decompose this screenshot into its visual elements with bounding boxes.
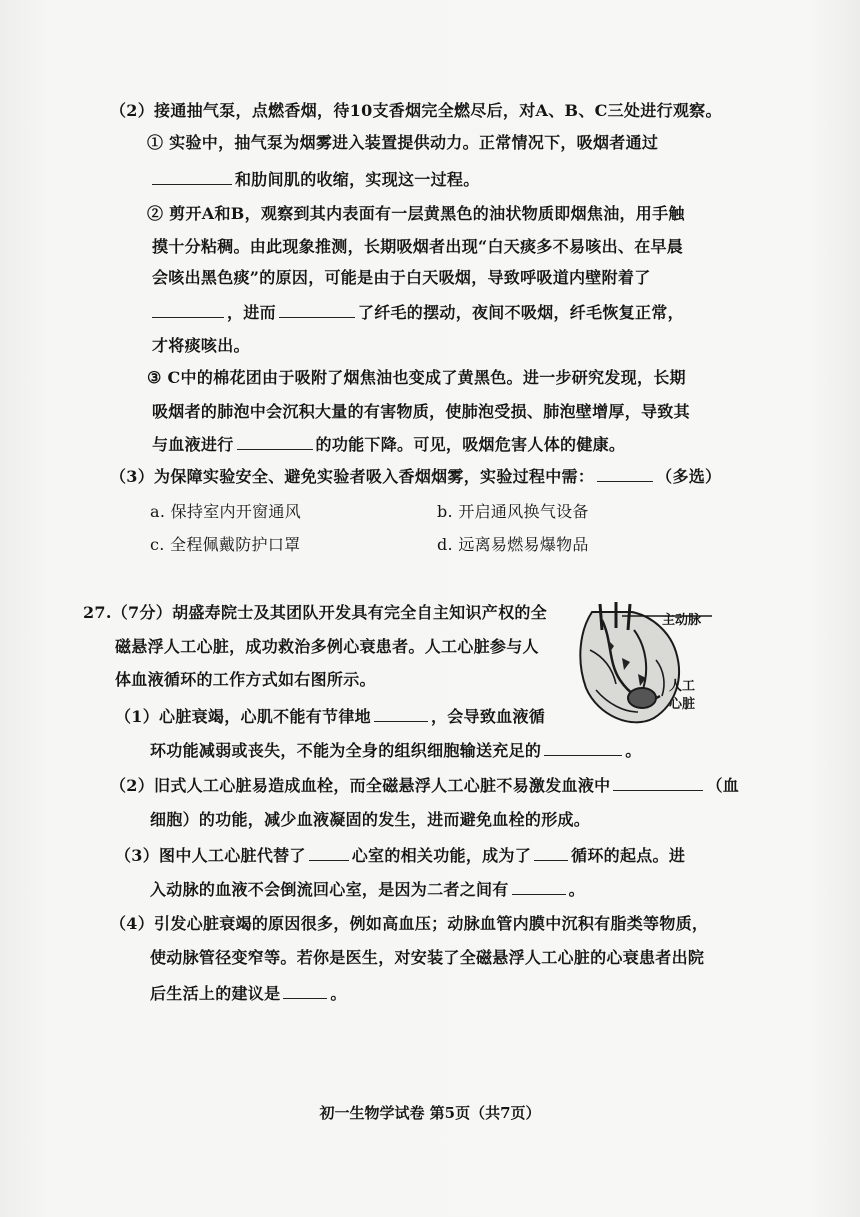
q26-part2-item2-line2: 摸十分粘稠。由此现象推测，长期吸烟者出现“白天痰多不易咳出、在早晨 (152, 237, 684, 256)
figure-label-heart-line1: 人工 (669, 679, 696, 694)
q27-part3-line1 (115, 846, 685, 866)
q27-intro-line1: 27.（7分）胡盛寿院士及其团队开发具有完全自主知识产权的全 (83, 603, 547, 622)
text: 后生活上的建议是 (150, 984, 281, 1003)
q27-part3-line2 (150, 880, 585, 900)
text: ，会导致血液循 (430, 707, 546, 726)
answer-blank[interactable] (544, 741, 622, 756)
q26-part2-item3-line2: 吸烟者的肺泡中会沉积大量的有害物质，使肺泡受损、肺泡壁增厚，导致其 (152, 402, 690, 421)
q27-part4-line2: 使动脉管径变窄等。若你是医生，对安装了全磁悬浮人工心脏的心衰患者出院 (150, 948, 705, 967)
text: 。 (568, 880, 585, 899)
text: （3）图中人工心脏代替了 (115, 846, 306, 865)
figure-label-aorta: 主动脉 (662, 613, 702, 628)
text: （1）心脏衰竭，心肌不能有节律地 (115, 707, 371, 726)
text: 和肋间肌的收缩，实现这一过程。 (235, 170, 480, 189)
text: 的功能下降。可见，吸烟危害人体的健康。 (315, 435, 626, 454)
q26-part3 (110, 467, 721, 487)
q26-part2-item1-line1: ① 实验中，抽气泵为烟雾进入装置提供动力。正常情况下，吸烟者通过 (147, 133, 659, 152)
text: （3）为保障实验安全、避免实验者吸入香烟烟雾，实验过程中需： (110, 467, 595, 486)
text: 。 (625, 741, 642, 760)
answer-blank[interactable] (597, 467, 653, 482)
answer-blank[interactable] (283, 984, 327, 999)
text: 入动脉的血液不会倒流回心室，是因为二者之间有 (150, 880, 509, 899)
answer-blank[interactable] (613, 776, 703, 791)
q26-part2-item2-line3: 会咳出黑色痰”的原因，可能是由于白天吸烟，导致呼吸道内壁附着了 (152, 268, 651, 287)
text: 循环的起点。进 (571, 846, 686, 865)
answer-blank[interactable] (534, 846, 568, 861)
text: ，进而 (227, 303, 276, 322)
answer-blank[interactable] (512, 880, 566, 895)
q26-part2-intro: （2）接通抽气泵，点燃香烟，待10支香烟完全燃尽后，对A、B、C三处进行观察。 (110, 101, 722, 120)
q27-intro-line3: 体血液循环的工作方式如右图所示。 (115, 670, 376, 689)
text: （多选） (656, 467, 722, 486)
answer-blank[interactable] (152, 303, 224, 318)
answer-blank[interactable] (237, 435, 313, 450)
answer-blank[interactable] (279, 303, 355, 318)
option-c: c. 全程佩戴防护口罩 (150, 535, 301, 554)
q27-intro-line2: 磁悬浮人工心脏，成功救治多例心衰患者。人工心脏参与人 (115, 637, 539, 656)
text: 环功能减弱或丧失，不能为全身的组织细胞输送充足的 (150, 741, 542, 760)
q26-part2-item2-line4 (152, 303, 684, 323)
text: 。 (330, 984, 347, 1003)
q27-part1-line2 (150, 741, 642, 761)
answer-blank[interactable] (152, 170, 232, 185)
option-d: d. 远离易燃易爆物品 (437, 535, 589, 554)
q27-part2-line2: 细胞）的功能，减少血液凝固的发生，进而避免血栓的形成。 (150, 810, 591, 829)
text: 与血液进行 (152, 435, 234, 454)
q26-part2-item2-line1: ② 剪开A和B，观察到其内表面有一层黄黑色的油状物质即烟焦油，用手触 (147, 204, 685, 223)
text: 了纤毛的摆动，夜间不吸烟，纤毛恢复正常， (357, 303, 684, 322)
q26-part2-item2-line5: 才将痰咳出。 (152, 336, 250, 355)
answer-blank[interactable] (309, 846, 349, 861)
q26-part2-item3-line3 (152, 435, 625, 455)
option-a: a. 保持室内开窗通风 (150, 502, 302, 521)
q27-part1-line1 (115, 707, 545, 727)
answer-blank[interactable] (374, 707, 428, 722)
q27-part2-line1 (110, 776, 739, 796)
option-b: b. 开启通风换气设备 (437, 502, 589, 521)
q26-part2-item1-line2 (152, 170, 480, 190)
page-footer: 初一生物学试卷 第5页（共7页） (319, 1104, 541, 1122)
q27-part4-line1: （4）引发心脏衰竭的原因很多，例如高血压；动脉血管内膜中沉积有脂类等物质， (110, 914, 709, 933)
text: （2）旧式人工心脏易造成血栓，而全磁悬浮人工心脏不易激发血液中 (110, 776, 611, 795)
text: （血 (706, 776, 740, 795)
text: 心室的相关功能，成为了 (351, 846, 532, 865)
q26-part2-item3-line1: ③ C中的棉花团由于吸附了烟焦油也变成了黄黑色。进一步研究发现，长期 (147, 368, 686, 387)
q27-part4-line3 (150, 984, 347, 1004)
figure-label-heart-line2: 心脏 (669, 697, 696, 712)
